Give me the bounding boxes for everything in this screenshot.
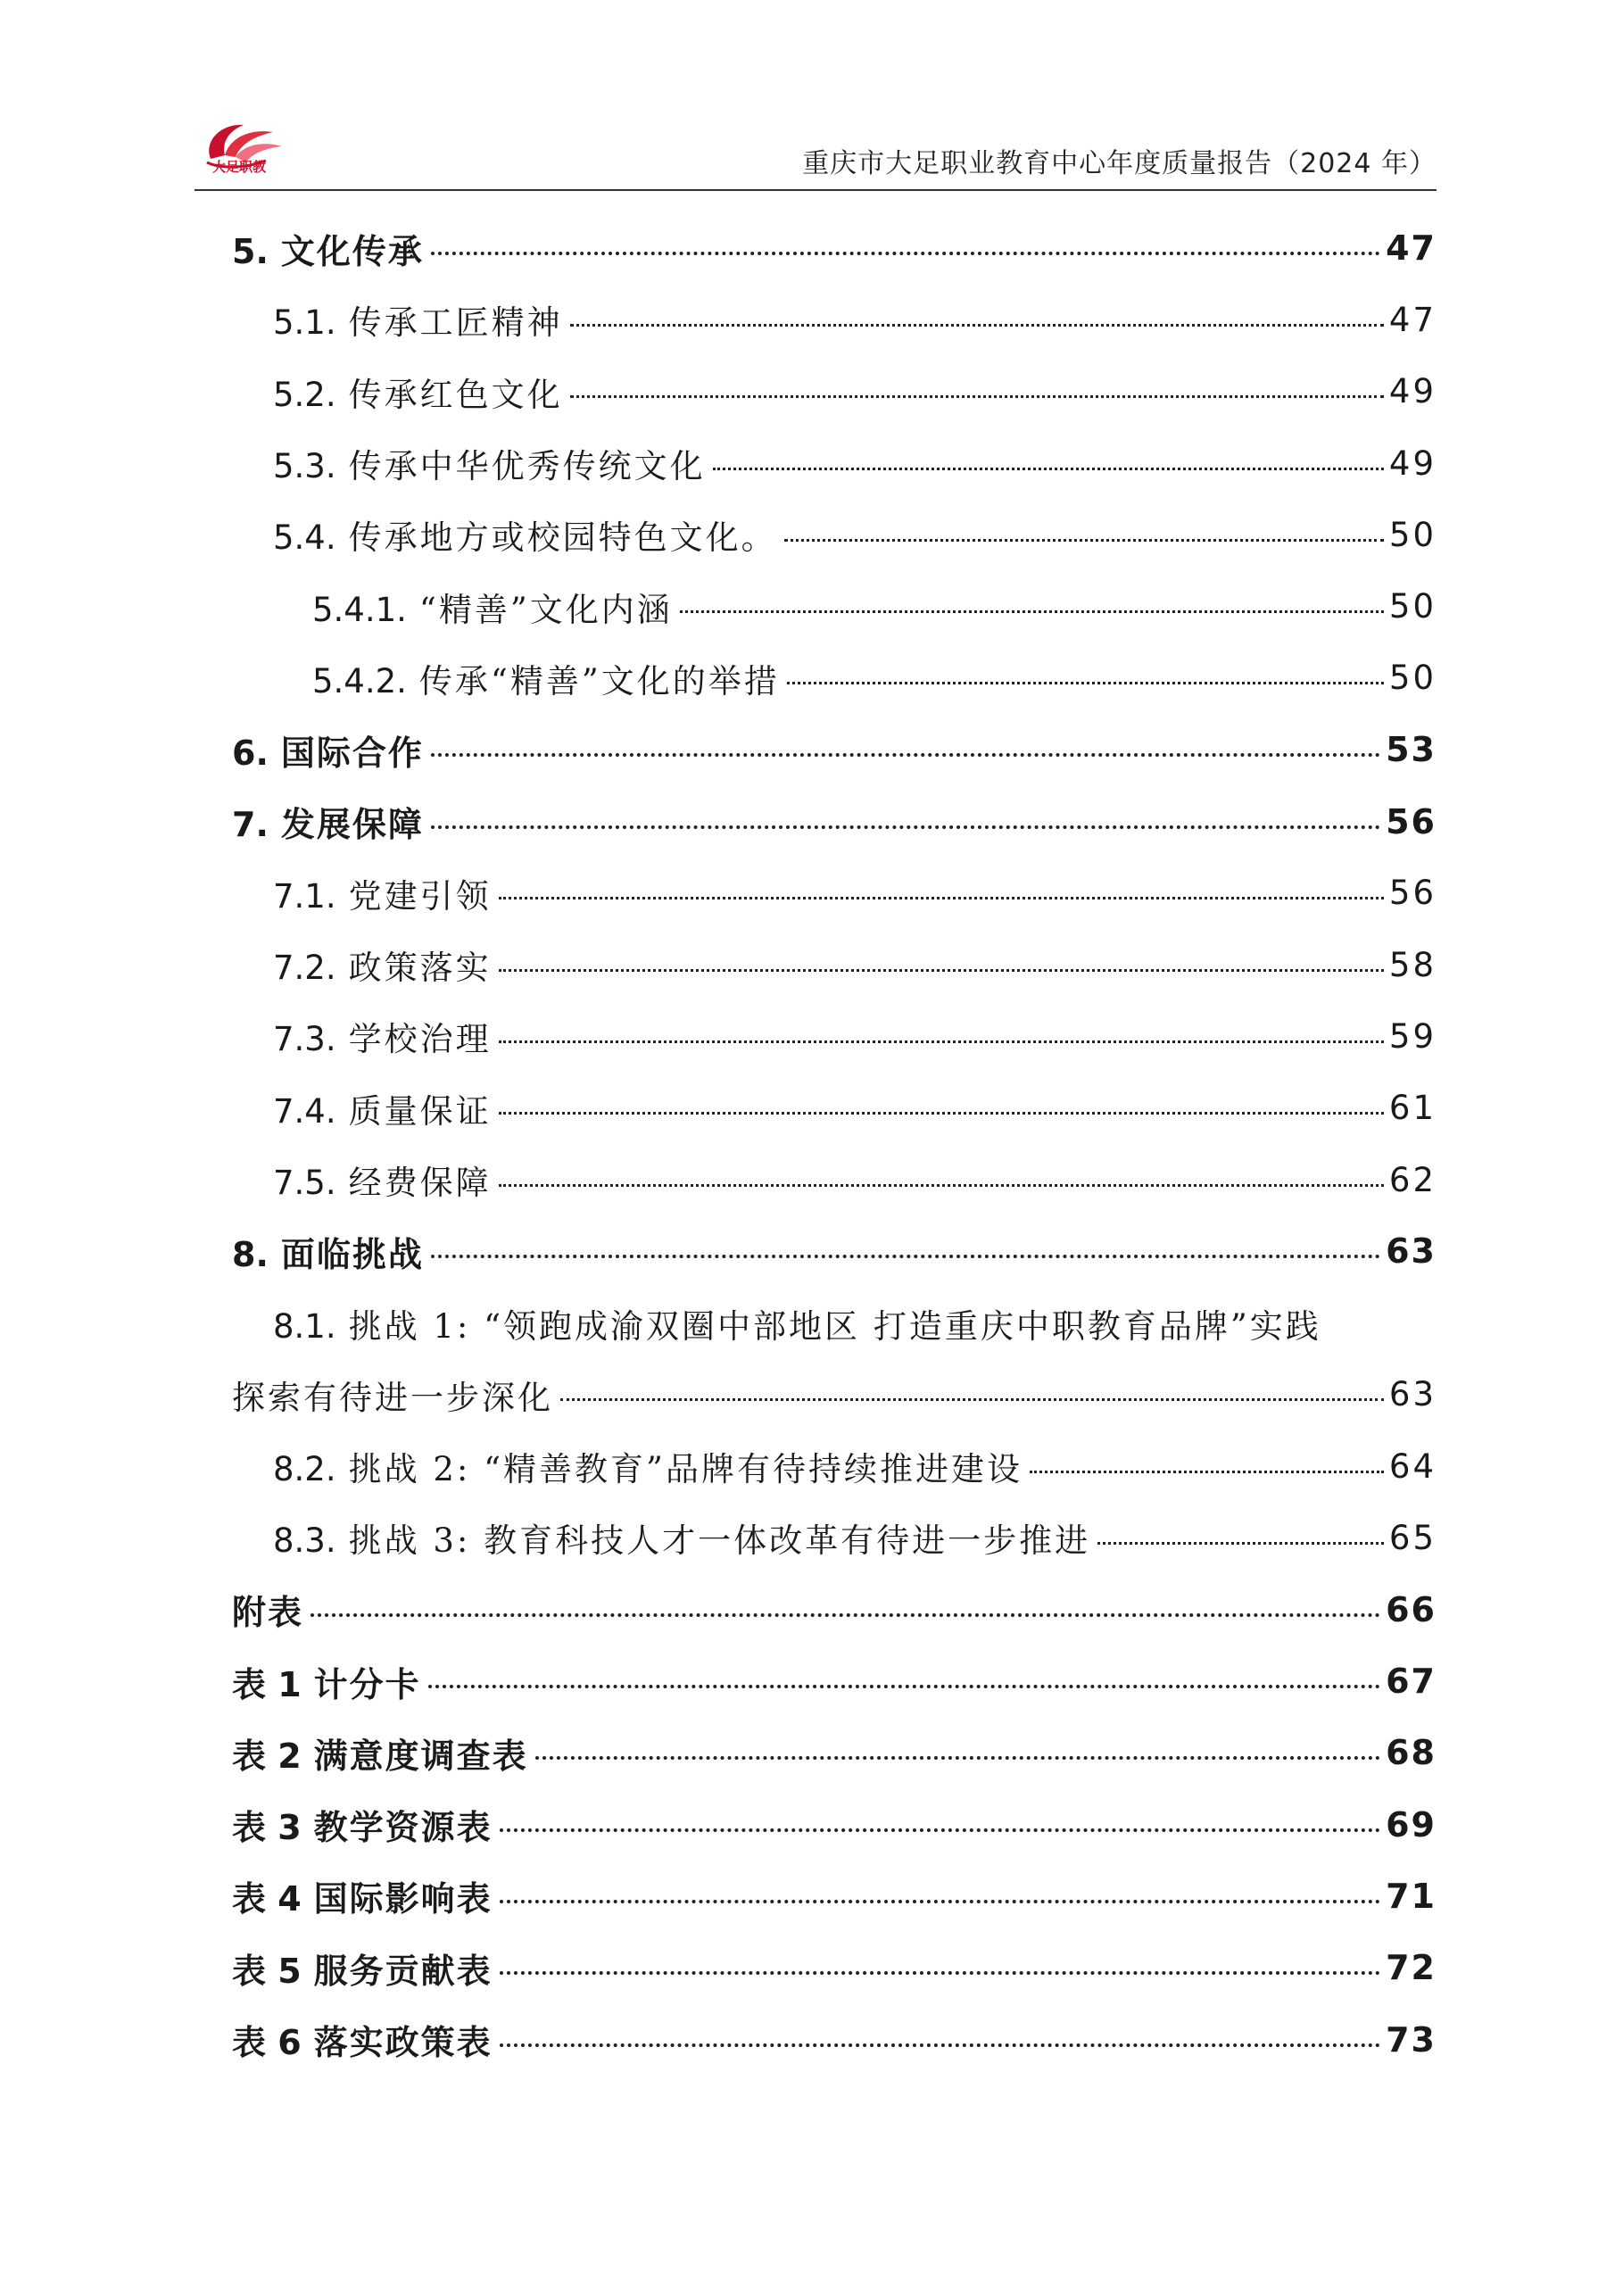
toc-entry[interactable]	[232, 284, 1437, 355]
toc-entry-label	[273, 1084, 492, 1132]
toc-entry-number: 5.4.	[273, 518, 336, 558]
toc-entry[interactable]	[232, 714, 1437, 785]
toc-entry-title: 落实政策表	[313, 2022, 493, 2063]
toc-entry-label	[273, 295, 563, 344]
toc-entry-title: 经费保障	[348, 1164, 492, 1202]
toc-entry-number: 8.	[232, 1234, 269, 1274]
toc-entry-number: 7.	[232, 805, 269, 845]
toc-entry[interactable]	[232, 427, 1437, 499]
toc-entry[interactable]	[232, 2003, 1437, 2075]
toc-entry-title: “精善”文化内涵	[418, 590, 673, 629]
toc-entry-number: 7.1.	[273, 876, 336, 916]
toc-entry-title: 挑战 1: “领跑成渝双圈中部地区 打造重庆中职教育品牌”实践	[348, 1306, 1321, 1346]
toc-entry-label	[273, 1299, 1321, 1347]
toc-page-number: 53	[1386, 730, 1437, 770]
toc-entry[interactable]	[232, 929, 1437, 1000]
logo-text: 大足职教	[212, 159, 267, 175]
toc-page-number: 64	[1388, 1446, 1437, 1486]
toc-entry[interactable]	[232, 1430, 1437, 1502]
toc-dot-leader	[499, 1040, 1384, 1043]
toc-dot-leader	[1030, 1471, 1384, 1473]
toc-page-number: 71	[1386, 1876, 1437, 1916]
toc-entry-number: 7.2.	[273, 949, 336, 988]
toc-page-number: 63	[1386, 1231, 1437, 1272]
toc-dot-leader	[500, 1828, 1380, 1832]
toc-entry-continuation[interactable]	[232, 1359, 1437, 1430]
toc-entry-title: 服务贡献表	[313, 1950, 493, 1991]
toc-entry-title: 传承中华优秀传统文化	[348, 447, 706, 486]
toc-entry-number: 7.5.	[273, 1164, 336, 1202]
toc-entry-label	[232, 1657, 421, 1706]
toc-entry-title: 传承红色文化	[348, 375, 563, 414]
toc-entry-number: 5.3.	[273, 447, 336, 486]
toc-entry[interactable]	[232, 1789, 1437, 1861]
toc-page-number: 49	[1388, 372, 1437, 411]
toc-entry[interactable]	[232, 1287, 1437, 1358]
toc-entry-number: 5.4.1.	[312, 590, 407, 629]
toc-page-number: 72	[1386, 1948, 1437, 1988]
toc-dot-leader	[570, 395, 1384, 398]
toc-dot-leader	[311, 1613, 1380, 1617]
toc-entry-title: 面临挑战	[280, 1233, 424, 1274]
toc-entry-title: 文化传承	[280, 230, 424, 271]
toc-dot-leader	[499, 897, 1384, 899]
toc-page-number: 50	[1388, 587, 1437, 626]
toc-entry-number: 5.	[232, 231, 269, 271]
toc-dot-leader	[560, 1398, 1384, 1401]
toc-entry-number: 5.2.	[273, 375, 336, 414]
table-of-contents	[232, 212, 1437, 2076]
toc-entry-title: 发展保障	[280, 804, 424, 845]
toc-page-number: 67	[1386, 1662, 1437, 1702]
toc-page-number: 50	[1388, 515, 1437, 554]
toc-dot-leader	[787, 682, 1384, 684]
toc-dot-leader	[784, 539, 1384, 542]
toc-entry-number: 8.2.	[273, 1450, 336, 1489]
toc-entry-number: 表 4	[232, 1879, 302, 1919]
toc-entry-title: 满意度调查表	[313, 1735, 528, 1776]
toc-entry-label	[312, 583, 673, 631]
toc-entry[interactable]	[232, 499, 1437, 570]
toc-entry-label	[273, 510, 777, 559]
header-title: 重庆市大足职业教育中心年度质量报告（2024 年）	[802, 148, 1437, 179]
toc-entry-number: 5.4.2.	[312, 661, 407, 700]
toc-dot-leader	[535, 1756, 1380, 1760]
toc-entry-title-continued: 探索有待进一步深化	[232, 1378, 553, 1417]
toc-entry-number: 表 5	[232, 1951, 302, 1991]
toc-entry-title: 政策落实	[348, 949, 492, 988]
toc-dot-leader	[431, 252, 1380, 255]
toc-entry[interactable]	[232, 212, 1437, 284]
toc-page-number: 58	[1388, 945, 1437, 984]
toc-entry-number: 8.3.	[273, 1521, 336, 1561]
toc-entry[interactable]	[232, 1717, 1437, 1788]
toc-entry-label	[312, 654, 780, 702]
toc-entry-title: 传承工匠精神	[348, 303, 563, 343]
toc-entry-label	[273, 1513, 1090, 1562]
toc-dot-leader	[713, 468, 1384, 470]
toc-entry-label	[273, 869, 492, 917]
toc-dot-leader	[570, 324, 1384, 327]
toc-entry-number: 7.3.	[273, 1020, 336, 1059]
toc-entry-number: 5.1.	[273, 303, 336, 343]
toc-dot-leader	[431, 753, 1380, 757]
header-divider	[195, 189, 1437, 191]
toc-dot-leader	[431, 1255, 1380, 1258]
toc-entry[interactable]	[232, 1073, 1437, 1144]
toc-entry[interactable]	[232, 356, 1437, 427]
toc-entry-label	[232, 1871, 493, 1920]
toc-page-number: 69	[1386, 1804, 1437, 1844]
toc-entry-number: 表 2	[232, 1736, 302, 1776]
toc-entry[interactable]	[232, 1215, 1437, 1287]
toc-entry-label	[232, 1944, 493, 1993]
toc-entry-title: 国际合作	[280, 732, 424, 773]
toc-entry[interactable]	[232, 785, 1437, 857]
toc-entry[interactable]	[232, 1645, 1437, 1717]
toc-entry-number: 6.	[232, 733, 269, 773]
toc-dot-leader	[499, 1112, 1384, 1115]
toc-entry-title: 国际影响表	[313, 1878, 493, 1919]
toc-entry-title: 计分卡	[313, 1663, 421, 1704]
toc-page-number: 62	[1388, 1160, 1437, 1199]
toc-entry-number: 8.1.	[273, 1306, 336, 1346]
toc-entry-label	[232, 797, 424, 846]
toc-entry-label	[232, 2015, 493, 2064]
toc-entry-title: 质量保证	[348, 1091, 492, 1131]
toc-entry-label	[232, 1585, 303, 1634]
toc-entry-label	[232, 1227, 424, 1276]
toc-entry[interactable]	[232, 1000, 1437, 1072]
toc-entry-label	[232, 1800, 493, 1849]
toc-dot-leader	[680, 610, 1384, 613]
toc-entry-label	[273, 941, 492, 989]
toc-entry-label	[273, 439, 706, 487]
toc-entry-title: 附表	[232, 1592, 304, 1633]
toc-dot-leader	[428, 1685, 1380, 1688]
toc-entry-number: 表 3	[232, 1808, 302, 1848]
toc-entry[interactable]	[232, 1861, 1437, 1932]
toc-entry-title: 党建引领	[348, 876, 492, 916]
toc-page-number: 47	[1388, 300, 1437, 339]
toc-entry-title: 传承“精善”文化的举措	[418, 661, 780, 700]
toc-page-number: 66	[1386, 1589, 1437, 1629]
toc-entry-number: 表 6	[232, 2023, 302, 2063]
toc-entry-title: 学校治理	[348, 1020, 492, 1059]
toc-page-number: 68	[1386, 1733, 1437, 1773]
toc-entry[interactable]	[232, 1932, 1437, 2003]
toc-entry-title: 挑战 3: 教育科技人才一体改革有待进一步推进	[348, 1521, 1091, 1561]
toc-entry-label	[273, 368, 563, 416]
toc-dot-leader	[500, 1971, 1380, 1975]
toc-entry-label	[232, 1728, 528, 1778]
toc-page-number: 61	[1388, 1089, 1437, 1128]
toc-entry-label	[232, 224, 424, 273]
toc-page-number: 73	[1386, 2019, 1437, 2060]
toc-entry-number: 表 1	[232, 1664, 302, 1704]
toc-page-number: 49	[1388, 443, 1437, 483]
toc-entry-label	[232, 725, 424, 775]
toc-entry-label	[273, 1012, 492, 1060]
page-header	[195, 105, 1437, 191]
toc-entry[interactable]	[232, 1144, 1437, 1215]
toc-dot-leader	[499, 1184, 1384, 1187]
toc-entry-title: 教学资源表	[313, 1807, 493, 1848]
toc-entry[interactable]	[232, 570, 1437, 642]
toc-page-number: 63	[1388, 1375, 1437, 1414]
toc-entry[interactable]	[232, 858, 1437, 929]
toc-dot-leader	[499, 969, 1384, 972]
toc-dot-leader	[1097, 1542, 1384, 1545]
toc-page-number: 59	[1388, 1016, 1437, 1056]
toc-page-number: 56	[1386, 801, 1437, 841]
toc-page-number: 50	[1388, 659, 1437, 698]
toc-page-number: 47	[1386, 228, 1437, 269]
toc-dot-leader	[500, 1900, 1380, 1903]
toc-entry[interactable]	[232, 1574, 1437, 1645]
toc-entry-number: 7.4.	[273, 1091, 336, 1131]
toc-page-number: 56	[1388, 874, 1437, 913]
toc-page-number: 65	[1388, 1518, 1437, 1557]
toc-entry[interactable]	[232, 1502, 1437, 1573]
toc-entry-label	[273, 1156, 492, 1204]
toc-entry[interactable]	[232, 642, 1437, 714]
toc-entry-title: 挑战 2: “精善教育”品牌有待持续推进建设	[348, 1450, 1023, 1489]
toc-entry-label	[273, 1442, 1023, 1490]
toc-dot-leader	[500, 2043, 1380, 2047]
toc-entry-title: 传承地方或校园特色文化。	[348, 518, 777, 558]
toc-dot-leader	[431, 825, 1380, 829]
